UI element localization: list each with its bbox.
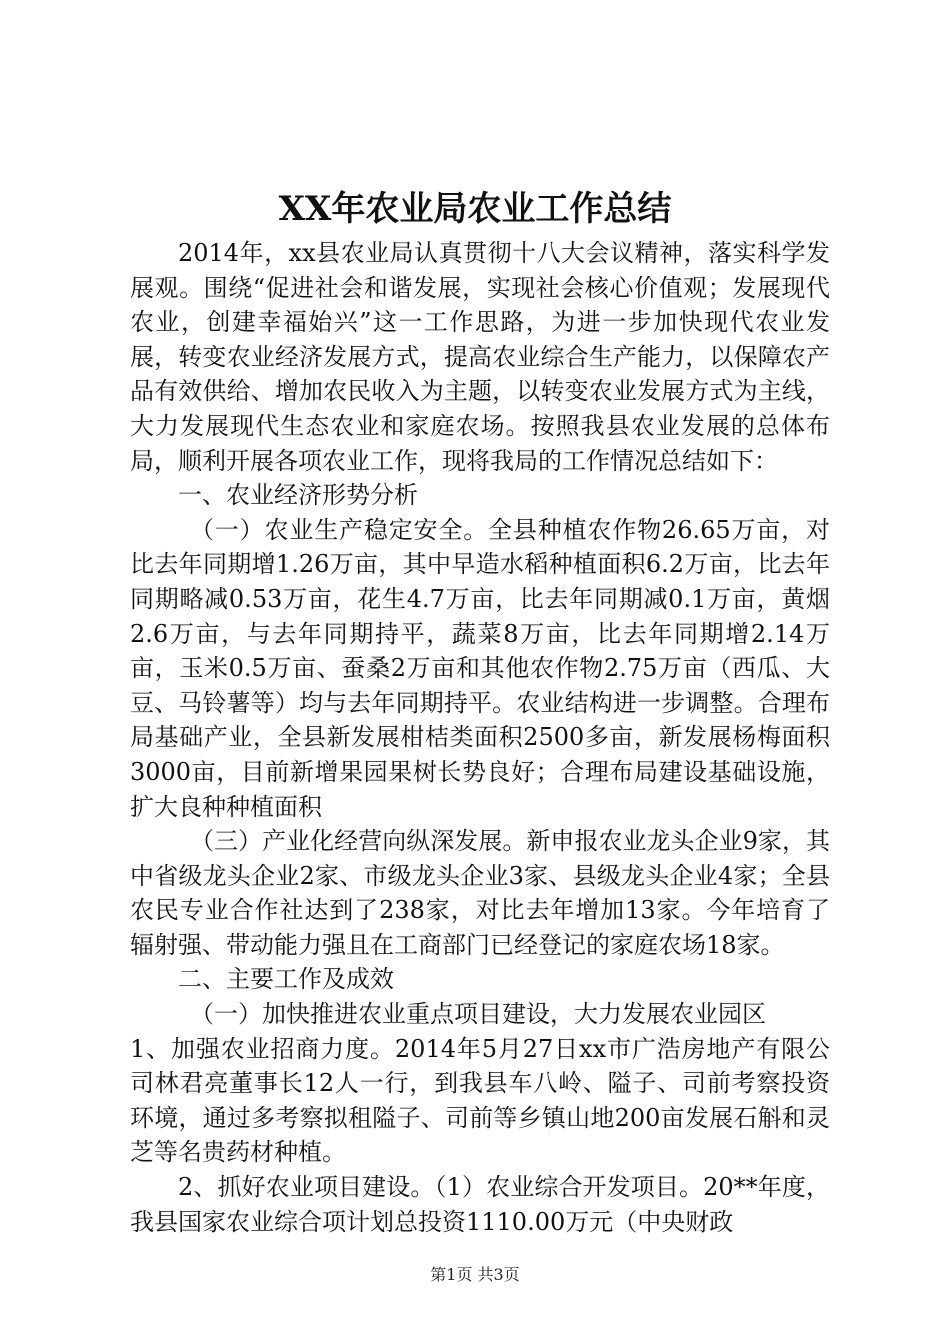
document-title: XX年农业局农业工作总结 xyxy=(278,189,672,229)
paragraph-intro: 2014年，xx县农业局认真贯彻十八大会议精神，落实科学发展观。围绕“促进社会和谐发展，实现社会核心价值观；发展现代农业，创建幸福始兴”这一工作思路，为进一步加快现代农业发展，转变农业经济发展方式，提高农业综合生产能力，以保障农产品有效供给、增加农民收入为主题，以转变农业发展方式为主线，大力发展现代生态农业和家庭农场。按照我县农业发展的总体布局，顺利开展各项农业工作，现将我局的工作情况总结如下： xyxy=(130,239,830,475)
section-heading-1: 一、农业经济形势分析 xyxy=(178,481,418,510)
paragraph-project-construction: 2、抓好农业项目建设。（1）农业综合开发项目。20**年度，我县国家农业综合项计划总投资1110.00万元（中央财政 xyxy=(130,1173,830,1236)
paragraph-agri-production: （一）农业生产稳定安全。全县种植农作物26.65万亩，对比去年同期增1.26万亩，其中早造水稻种植面积6.2万亩，比去年同期略减0.53万亩，花生4.7万亩，比去年同期减0.1万亩，黄烟2.6万亩，与去年同期持平，蔬菜8万亩，比去年同期增2.14万亩，玉米0.5万亩、蚕桑2万亩和其他农作物2.75万亩（西瓜、大豆、马铃薯等）均与去年同期持平。农业结构进一步调整。合理布局基础产业，全县新发展柑桔类面积2500多亩，新发展杨梅面积3000亩，目前新增果园果树长势良好；合理布局建设基础设施，扩大良种种植面积 xyxy=(130,515,830,821)
document-body xyxy=(130,236,830,1239)
paragraph-investment: 1、加强农业招商力度。2014年5月27日xx市广浩房地产有限公司林君亮董事长12人一行，到我县车八岭、隘子、司前考察投资环境，通过多考察拟租隘子、司前等乡镇山地200亩发展石斛和灵芝等名贵药材种植。 xyxy=(130,1034,830,1167)
paragraph-key-projects: （一）加快推进农业重点项目建设，大力发展农业园区 xyxy=(190,1000,766,1029)
section-heading-2: 二、主要工作及成效 xyxy=(178,965,394,994)
paragraph-industrialization: （三）产业化经营向纵深发展。新申报农业龙头企业9家，其中省级龙头企业2家、市级龙头企业3家、县级龙头企业4家；全县农民专业合作社达到了238家，对比去年增加13家。今年培育了辐射强、带动能力强且在工商部门已经登记的家庭农场18家。 xyxy=(130,827,830,959)
page-number-footer: 第1页 共3页 xyxy=(430,1265,520,1284)
